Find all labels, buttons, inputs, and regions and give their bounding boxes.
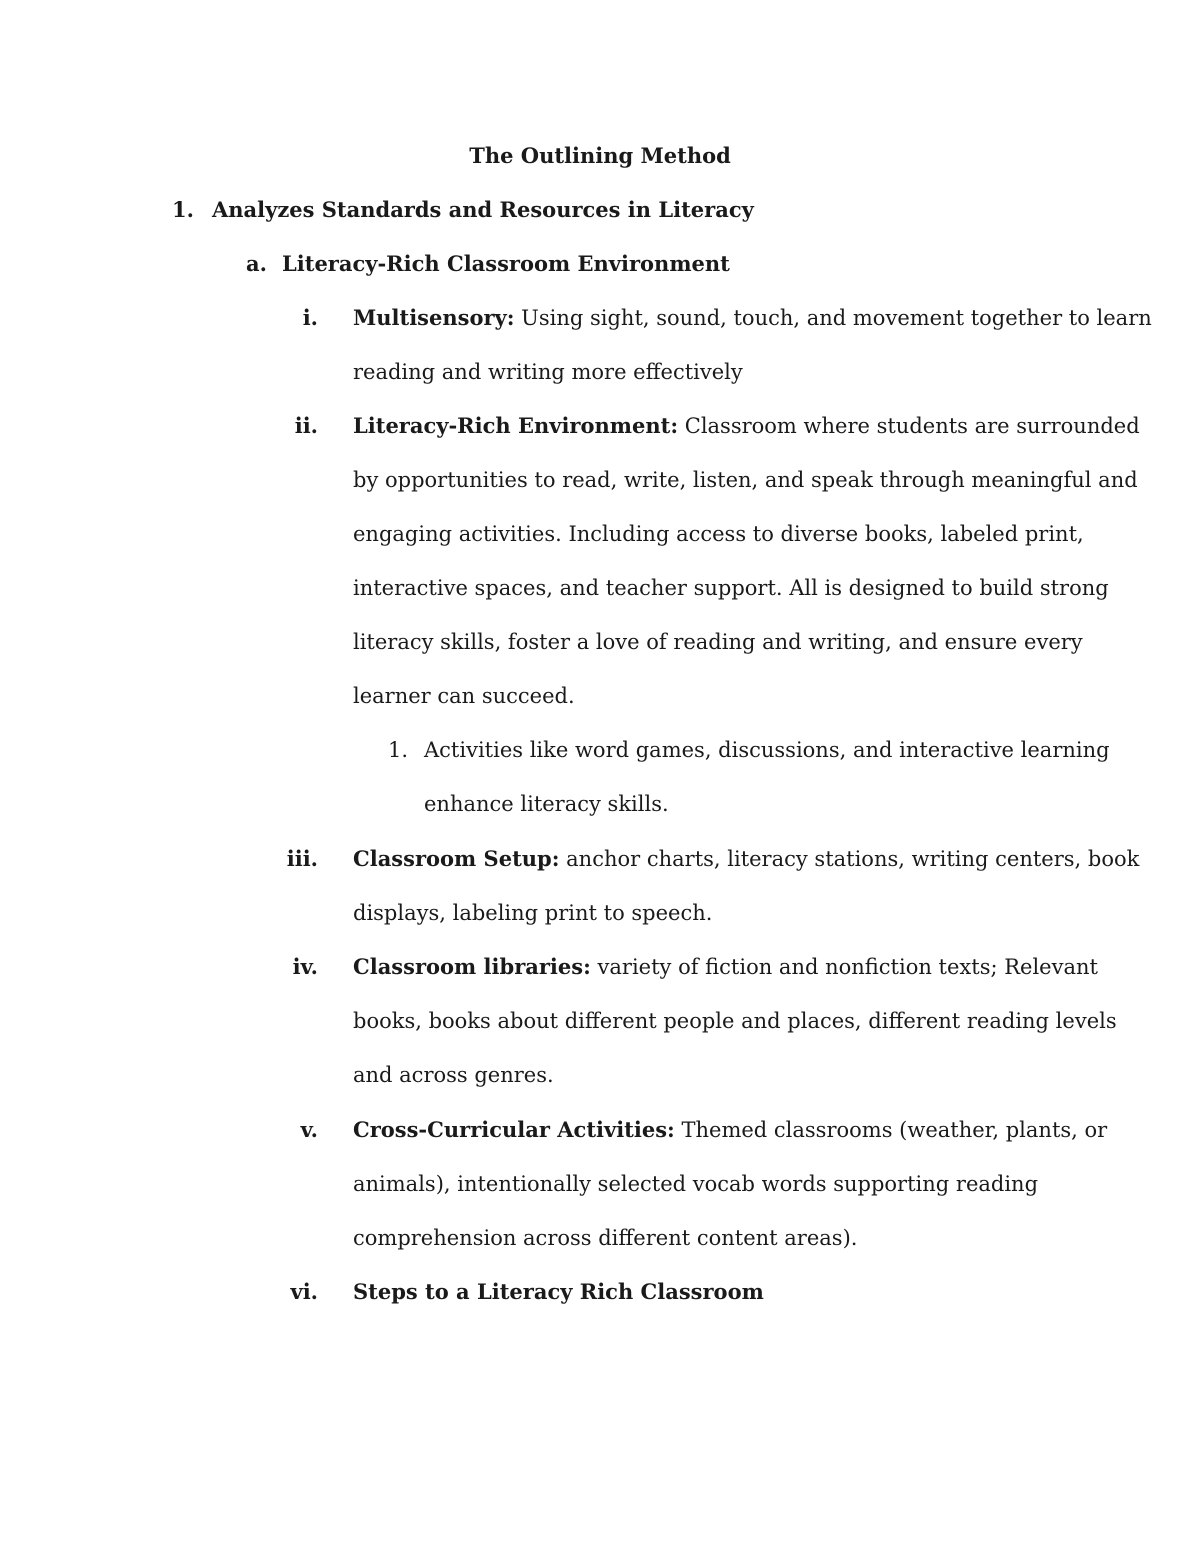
item-i-text-1: Using sight, sound, touch, and movement together to learn: [514, 306, 1152, 330]
item-i-line-1: [353, 304, 1152, 332]
item-iii-text-1: anchor charts, literacy stations, writing centers, book: [559, 847, 1140, 871]
item-iii-text-2: displays, labeling print to speech.: [353, 901, 713, 925]
subsection-a-heading: Literacy-Rich Classroom Environment: [282, 251, 730, 276]
item-iii-term: Classroom Setup:: [353, 846, 560, 871]
subsection-a-marker: a.: [246, 251, 267, 276]
item-ii-term: Literacy-Rich Environment:: [353, 413, 679, 438]
item-iv-term: Classroom libraries:: [353, 954, 591, 979]
item-ii-sub-marker: 1.: [388, 738, 409, 762]
item-iii-line-1: [353, 845, 1139, 873]
item-i-marker: i.: [302, 305, 318, 330]
item-ii-text-6: learner can succeed.: [353, 684, 575, 708]
item-ii-line-1: [353, 412, 1140, 440]
item-v-text-1: Themed classrooms (weather, plants, or: [674, 1118, 1108, 1142]
item-iv-text-2: books, books about different people and places, different reading levels: [353, 1009, 1117, 1033]
item-ii-text-1: Classroom where students are surrounded: [678, 414, 1140, 438]
item-ii-text-2: by opportunities to read, write, listen, and speak through meaningful and: [353, 468, 1138, 492]
item-v-marker: v.: [300, 1117, 318, 1142]
item-ii-text-5: literacy skills, foster a love of reading and writing, and ensure every: [353, 630, 1083, 654]
item-vi-marker: vi.: [290, 1279, 318, 1304]
item-ii-text-3: engaging activities. Including access to diverse books, labeled print,: [353, 522, 1084, 546]
item-vi-heading: Steps to a Literacy Rich Classroom: [353, 1279, 764, 1304]
item-v-line-1: [353, 1116, 1107, 1144]
item-v-text-2: animals), intentionally selected vocab words supporting reading: [353, 1172, 1039, 1196]
item-ii-text-4: interactive spaces, and teacher support. All is designed to build strong: [353, 576, 1109, 600]
item-i-text-2: reading and writing more effectively: [353, 360, 743, 384]
item-ii-sub-text-2: enhance literacy skills.: [424, 792, 669, 816]
item-i-term: Multisensory:: [353, 305, 515, 330]
item-iv-text-1: variety of fiction and nonfiction texts; Relevant: [590, 955, 1098, 979]
item-iv-text-3: and across genres.: [353, 1063, 554, 1087]
section-1-heading: Analyzes Standards and Resources in Literacy: [212, 197, 754, 222]
item-iv-marker: iv.: [292, 954, 318, 979]
item-v-term: Cross-Curricular Activities:: [353, 1117, 675, 1142]
item-ii-marker: ii.: [294, 413, 318, 438]
page-title: The Outlining Method: [469, 143, 731, 168]
section-1-marker: 1.: [172, 197, 194, 222]
item-iii-marker: iii.: [286, 846, 318, 871]
item-iv-line-1: [353, 953, 1098, 981]
item-v-text-3: comprehension across different content areas).: [353, 1226, 858, 1250]
item-ii-sub-text-1: Activities like word games, discussions, and interactive learning: [424, 738, 1110, 762]
